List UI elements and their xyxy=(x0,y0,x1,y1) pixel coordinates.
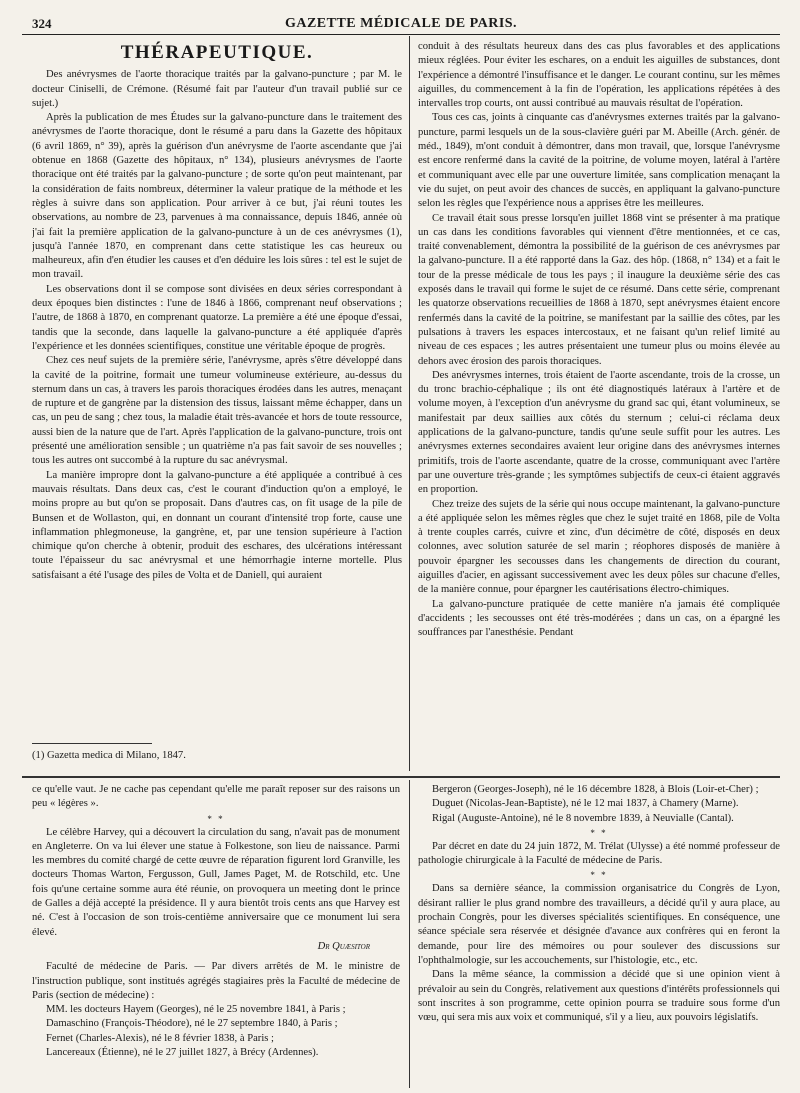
article-paragraph: La manière impropre dont la galvano-puncture a été appliquée a contribué à ces mauvais résultats. Dans deux cas, c'est le courant d'induction qu'on a employé, le moins propre au but qu'on se proposait. Dans d'autres cas, on fit usage de la pile de Bunsen et de Wollaston, qui, en donnant un courant d'intensité trop forte, cause une inflammation phlegmoneuse, la gangrène, et, par une tension supérieure à l'action chimique qu'on cherche à obtenir, produit des eschares, des ulcérations intéressant toute l'épaisseur du sac anévrysmal et une hémorrhagie interne mortelle. Plus satisfaisant a été l'usage des piles de Volta et de Daniell, qui auraient xyxy=(32,469,402,581)
stars-separator: * * xyxy=(207,813,225,824)
footnote: (1) Gazetta medica di Milano, 1847. xyxy=(32,750,186,761)
article-paragraph: Chez ces neuf sujets de la première série, l'anévrysme, après s'être développé dans la cavité de la poitrine, formait une tumeur volumineuse extérieure, au-dessus du sternum dans un cas, à travers les parois thoraciques érodées dans les autres, menaçant de rupture et de gangrène par la distension des tissus, laissant même échapper, dans un cas, un peu de sang ; chez tous, la maladie était très-avancée et hors de toute ressource, aussi bien de la nature que de l'art. Après l'application de la galvano-puncture, trois ont présenté une amélioration sensible ; un quatrième n'a pas fait savoir de ses nouvelles ; tous les autres ont succombé à la rupture du sac anévrysmal. xyxy=(32,355,402,467)
news-paragraph: Le célèbre Harvey, qui a découvert la circulation du sang, n'avait pas de monument en Angleterre. On va lui élever une statue à Folkestone, son lieu de naissance. Parmi les membres du comité chargé de cette œuvre de réparation figurent lord Granville, les docteurs Thomas Warton, Fergusson, Gull, James Paget, M. de Rotschild, etc. Une fois qu'une certaine somme aura été réunie, on provoquera un meeting dont le prince de Galles a déjà accepté la présidence. Il y aura bientôt trois cents ans que Harvey est né. C'est à l'occasion de son trois-centième anniversaire que ce monument lui sera élevé. xyxy=(32,826,400,938)
news-list-item: Bergeron (Georges-Joseph), né le 16 décembre 1828, à Blois (Loir-et-Cher) ; xyxy=(432,784,759,795)
news-paragraph: Dans la même séance, la commission a décidé que si une opinion vient à prévaloir au sein du Congrès, relativement aux questions d'intérêts professionnels qui sont inscrites à son programme, cette opinion pourra se traduire sous forme d'un vœu, qui sera mis aux voix et communiqué, s'il y a lieu, aux pouvoirs législatifs. xyxy=(418,969,780,1024)
page-number: 324 xyxy=(32,16,52,31)
column-divider-lower xyxy=(409,780,410,1088)
news-paragraph: Par décret en date du 24 juin 1872, M. Trélat (Ulysse) a été nommé professeur de pathologie chirurgicale à la Faculté de médecine de Paris. xyxy=(418,840,780,867)
article-paragraph: La galvano-puncture pratiquée de cette manière n'a jamais été compliquée d'accidents ; les secousses ont été très-modérées ; dans un cas, on a épargné les souffrances par l'anesthésie. Pendant xyxy=(418,598,780,639)
article-right-column xyxy=(418,40,780,772)
news-paragraph: ce qu'elle vaut. Je ne cache pas cependant qu'elle me paraît reposer sur des raisons un peu « légères ». xyxy=(32,784,400,810)
stars-separator: * * xyxy=(590,827,608,838)
footnote-rule xyxy=(32,743,152,744)
column-divider-upper xyxy=(409,36,410,771)
news-paragraph: Dans sa dernière séance, la commission organisatrice du Congrès de Lyon, désirant rallier le plus grand nombre des travailleurs, a décidé qu'il y aura place, au prochain Congrès, pour les diverses spécialités scientifiques. En conséquence, une séance spéciale sera réservée et désignée d'avance aux confrères qui en feront la demande, pour lire des mémoires ou pour soulever des discussions sur l'ophthalmologie, sur les accouchements, sur l'histologie, etc., etc. xyxy=(418,883,780,966)
article-paragraph: Chez treize des sujets de la série qui nous occupe maintenant, la galvano-puncture a été appliquée selon les mêmes règles que chez le sujet traité en 1868, pile de Volta à trente couples carrés, cuivre et zinc, d'un décimètre de côté, disposés en deux colonnes, avec solution saturée de sel marin ; réophores disposés de manière à pouvoir épargner les secousses dans les changements de direction du courant, aiguilles d'acier, en agissant successivement avec les deux pôles sur chacune d'elles, de la manière connue, pour épargner les cautérisations électro-chimiques. xyxy=(418,498,780,596)
news-list-item: Fernet (Charles-Alexis), né le 8 février 1838, à Paris ; xyxy=(46,1032,274,1044)
masthead-title: GAZETTE MÉDICALE DE PARIS. xyxy=(284,16,518,31)
signature: Dr Quæsitor xyxy=(317,940,370,952)
news-list-item: MM. les docteurs Hayem (Georges), né le 25 novembre 1841, à Paris ; xyxy=(46,1004,346,1016)
stars-separator: * * xyxy=(590,870,608,881)
article-paragraph: Les observations dont il se compose sont divisées en deux séries correspondant à deux époques bien distinctes : l'une de 1846 à 1866, comprenant neuf observations ; l'autre, de 1868 à 1870, en comprenant quatorze. La première a été une époque d'essai, tandis que la seconde, dans laquelle la galvano-puncture a été appliquée d'après l'expérience et les données scientifiques, constitue une véritable époque de progrès. xyxy=(32,283,402,352)
article-paragraph: Ce travail était sous presse lorsqu'en juillet 1868 vint se présenter à ma pratique un cas dans les conditions favorables qui viennent d'être mentionnées, et ce cas, traité convenablement, démontra la possibilité de la guérison de ces anévrysmes par la galvano-puncture. Il a été rapporté dans la Gaz. des hôp. (1868, n° 134) et a fait le tour de la presse médicale de tous les pays ; il inaugure la deuxième série des cas exposés dans le travail qui forme le sujet de ce résumé. Dans cette série, comprenant les quatorze observations recueillies de 1868 à 1870, sept anévrysmes étaient encore renfermés dans la cavité de la poitrine, se manifestant par la saillie des côtes, par les pulsations à travers les espaces intercostaux, et ne faisant qu'un relief limité au niveau de ces espaces ; les autres présentaient une tumeur plus ou moins élevée au dehors avec érosion des parois thoraciques. xyxy=(418,212,780,367)
page-header xyxy=(22,10,780,35)
news-list-item: Lancereaux (Étienne), né le 27 juillet 1827, à Brécy (Ardennes). xyxy=(46,1047,319,1059)
section-title: THÉRAPEUTIQUE. xyxy=(120,42,314,63)
article-paragraph: conduit à des résultats heureux dans des cas plus favorables et des applications mieux réglées. Pour éviter les eschares, on a enduit les aiguilles de substances, dont l'expérience a démontré l'insuffisance et le danger. Le courant continu, sur les mêmes aiguilles, du commencement à la fin de l'opération, les applications répétées à des intervalles trop courts, ont aussi contribué au mauvais résultat de l'opération. xyxy=(418,41,780,110)
section-divider xyxy=(22,776,780,778)
news-list-item: Duguet (Nicolas-Jean-Baptiste), né le 12 mai 1837, à Chamery (Marne). xyxy=(432,798,739,810)
article-heading: Des anévrysmes de l'aorte thoracique traités par la galvano-puncture ; par M. le docteur Ciniselli, de Crémone. (Résumé fait par l'auteur d'un travail publié sur ce sujet.) xyxy=(32,69,402,109)
news-right-column xyxy=(418,783,780,1088)
news-list-item: Rigal (Auguste-Antoine), né le 8 novembre 1839, à Neuvialle (Cantal). xyxy=(432,812,734,824)
article-paragraph: Tous ces cas, joints à cinquante cas d'anévrysmes externes traités par la galvano-puncture, parmi lesquels un de la sous-clavière guéri par M. Abeille (Arch. génér. de méd., 1849), m'ont conduit à démontrer, dans mon travail, que, lorsque l'anévrysme est encore renfermé dans la cavité de la poitrine, de volume moyen, latéral à l'artère et communiquant avec elle par une ouverture limitée, sans complication menaçant la vie du sujet, on peut avoir des chances de succès, en appliquant la galvano-puncture selon les règles que l'expérience nous a apprises être les meilleures. xyxy=(418,112,780,210)
news-paragraph: Faculté de médecine de Paris. — Par divers arrêtés de M. le ministre de l'instruction publique, sont institués agrégés stagiaires près la Faculté de médecine de Paris (section de médecine) : xyxy=(32,961,400,1001)
news-left-column xyxy=(32,783,400,1088)
article-paragraph: Des anévrysmes internes, trois étaient de l'aorte ascendante, trois de la crosse, un du tronc brachio-céphalique ; ils ont été diagnostiqués latéraux à l'artère et de volume moyen, à l'exception d'un anévrysme du grand sac qui, étant volumineux, se manifestait par deux saillies aux côtés du sternum ; celui-ci réclama deux applications de la galvano-puncture, tandis qu'une seule suffit pour les autres. Les anévrysmes externes secondaires avaient leur origine dans des anévrysmes internes primitifs, trois de l'aorte ascendante, quatre de la crosse, communiquant avec l'artère par une ouverture très-grande ; les symptômes subjectifs de ceux-ci étaient aggravés en proportion. xyxy=(418,369,780,496)
article-left-column xyxy=(32,40,402,740)
news-list-item: Damaschino (François-Théodore), né le 27 septembre 1840, à Paris ; xyxy=(46,1018,338,1030)
article-paragraph: Après la publication de mes Études sur la galvano-puncture dans le traitement des anévrysmes de l'aorte thoracique, dont le résumé a paru dans la Gazette des hôpitaux (6 avril 1869, n° 39), après la guérison d'un anévrysme de l'aorte ascendante que j'ai obtenue en 1868 (Gazette des hôpitaux, n° 134), plusieurs anévrysmes de l'aorte thoracique ont été traités par la galvano-puncture ; de sorte qu'on peut maintenant, par la considération de faits nombreux, déterminer la valeur pratique de la méthode et les règles à suivre dans son application. Pour arriver à ce but, j'ai réuni toutes les observations, au nombre de 23, parvenues à ma connaissance, depuis 1846, année où j'ai fait la première application de la galvano-puncture à un de ces anévrysmes (1), jusqu'à l'année 1870, en comprenant dans cette statistique les cas heureux ou malheureux, afin d'en étudier les causes et d'en déduire les lois sûres : tel est le sujet de mon travail. xyxy=(32,112,402,281)
